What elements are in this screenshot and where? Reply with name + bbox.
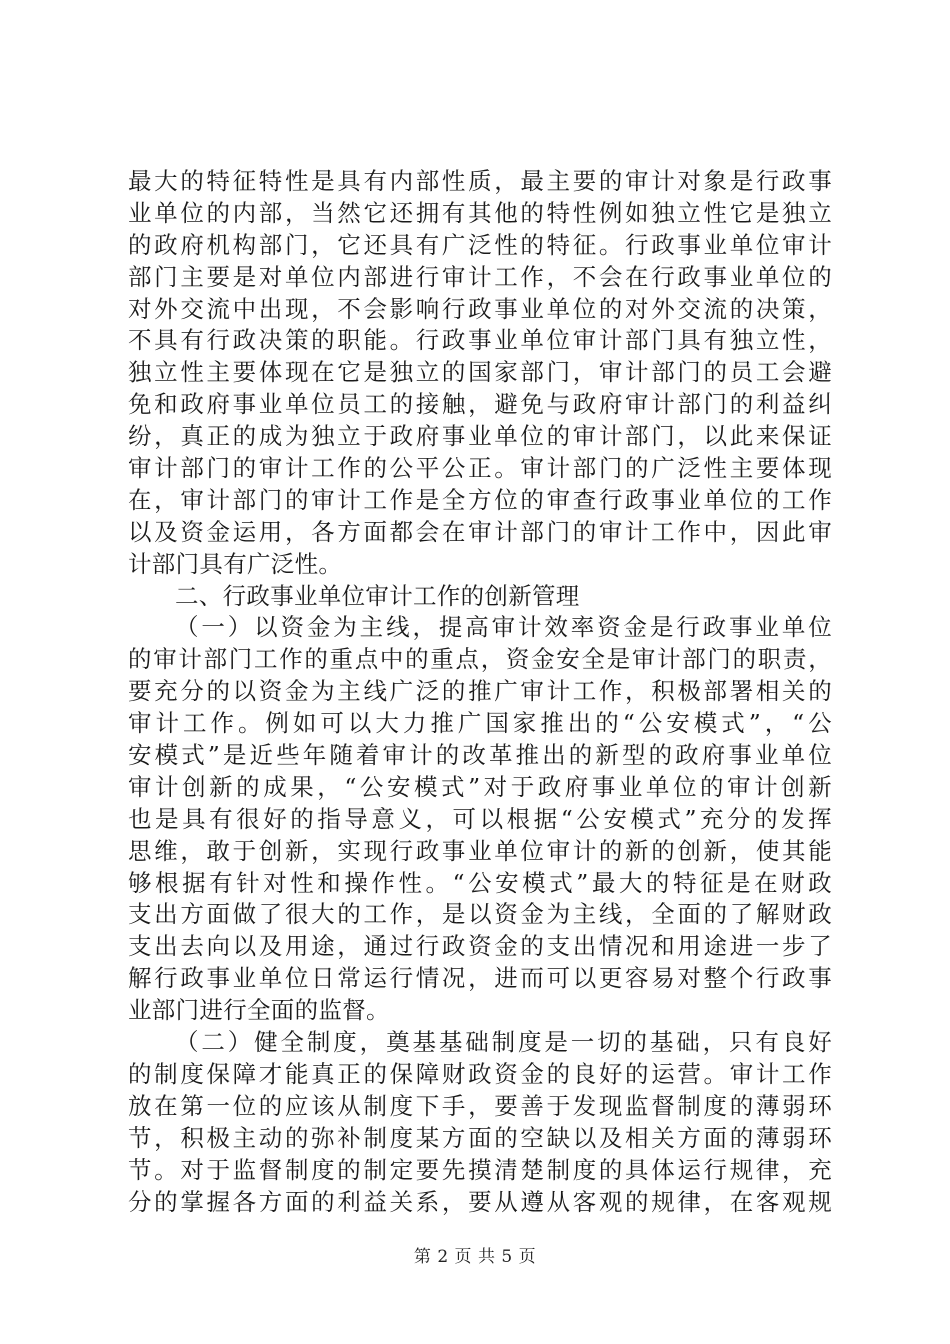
text-line: 够根据有针对性和操作性。“公安模式”最大的特征是在财政 (128, 868, 832, 897)
text-line: 对外交流中出现，不会影响行政事业单位的对外交流的决策， (128, 294, 832, 323)
text-line: 要充分的以资金为主线广泛的推广审计工作，积极部署相关的 (128, 677, 832, 706)
text-line: 免和政府事业单位员工的接触，避免与政府审计部门的利益纠 (128, 390, 832, 419)
text-line: 放在第一位的应该从制度下手，要善于发现监督制度的薄弱环 (128, 1091, 832, 1120)
text-line: 思维，敢于创新，实现行政事业单位审计的新的创新，使其能 (128, 836, 832, 865)
text-line: 部门主要是对单位内部进行审计工作，不会在行政事业单位的 (128, 262, 832, 291)
text-line: 支出方面做了很大的工作，是以资金为主线，全面的了解财政 (128, 900, 832, 929)
text-line: 节，积极主动的弥补制度某方面的空缺以及相关方面的薄弱环 (128, 1123, 832, 1152)
text-line: 独立性主要体现在它是独立的国家部门，审计部门的员工会避 (128, 358, 832, 387)
text-line: 安模式”是近些年随着审计的改革推出的新型的政府事业单位 (128, 741, 832, 770)
text-line: （一）以资金为主线，提高审计效率资金是行政事业单位 (175, 613, 832, 642)
text-line: 审计创新的成果，“公安模式”对于政府事业单位的审计创新 (128, 772, 832, 801)
text-line: 审计部门的审计工作的公平公正。审计部门的广泛性主要体现 (128, 454, 832, 483)
page-number-footer: 第 2 页 共 5 页 (413, 1247, 537, 1267)
text-line: 分的掌握各方面的利益关系，要从遵从客观的规律，在客观规 (128, 1187, 832, 1216)
text-line: 计部门具有广泛性。 (128, 549, 343, 578)
text-line: 节。对于监督制度的制定要先摸清楚制度的具体运行规律，充 (128, 1155, 832, 1184)
text-line: 二、行政事业单位审计工作的创新管理 (175, 581, 580, 610)
text-line: 支出去向以及用途，通过行政资金的支出情况和用途进一步了 (128, 932, 832, 961)
document-body (128, 166, 832, 1218)
text-line: 也是具有很好的指导意义，可以根据“公安模式”充分的发挥 (128, 804, 832, 833)
text-line: 不具有行政决策的职能。行政事业单位审计部门具有独立性， (128, 326, 832, 355)
text-line: 的政府机构部门，它还具有广泛性的特征。行政事业单位审计 (128, 230, 832, 259)
text-line: 审计工作。例如可以大力推广国家推出的“公安模式”，“公 (128, 709, 832, 738)
text-line: 最大的特征特性是具有内部性质，最主要的审计对象是行政事 (128, 167, 832, 195)
text-line: 纷，真正的成为独立于政府事业单位的审计部门，以此来保证 (128, 422, 832, 451)
text-line: 业单位的内部，当然它还拥有其他的特性例如独立性它是独立 (128, 198, 832, 227)
text-line: 在，审计部门的审计工作是全方位的审查行政事业单位的工作 (128, 485, 832, 514)
text-line: 的审计部门工作的重点中的重点，资金安全是审计部门的职责， (128, 645, 832, 674)
text-line: 解行政事业单位日常运行情况，进而可以更容易对整个行政事 (128, 964, 832, 993)
text-line: 的制度保障才能真正的保障财政资金的良好的运营。审计工作 (128, 1059, 832, 1088)
text-line: （二）健全制度，奠基基础制度是一切的基础，只有良好 (175, 1028, 832, 1057)
text-line: 以及资金运用，各方面都会在审计部门的审计工作中，因此审 (128, 517, 832, 546)
text-line: 业部门进行全面的监督。 (128, 996, 390, 1025)
